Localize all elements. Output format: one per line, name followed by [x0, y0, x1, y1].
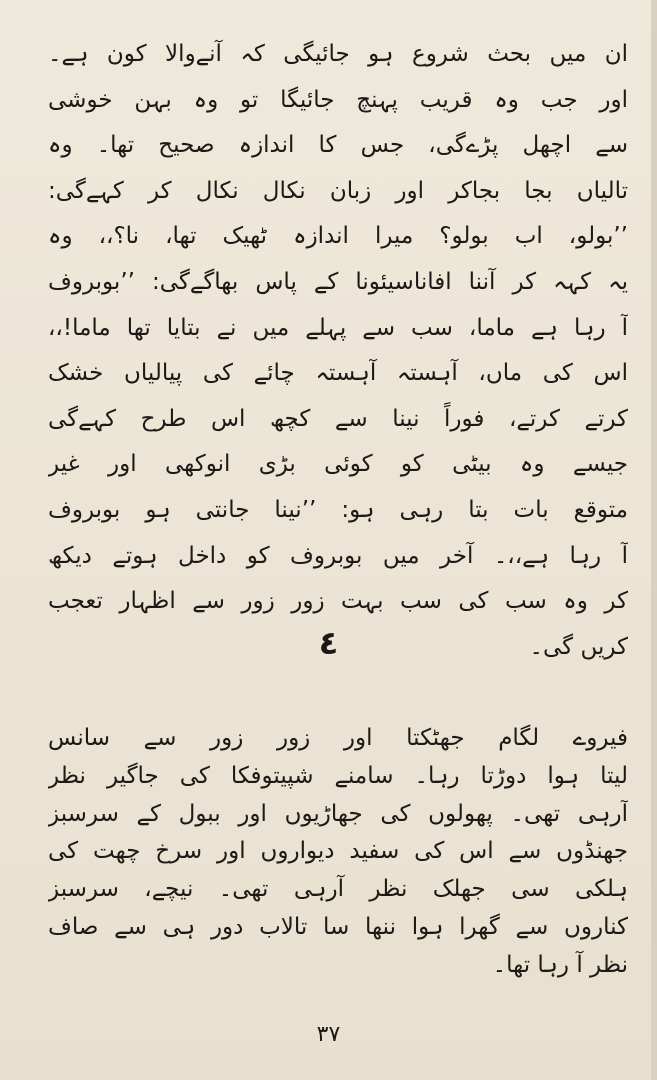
text-line: فیروے لگام جھٹکتا اور زور زور سے سانس [48, 725, 628, 751]
text-line: ان میں بحث شروع ہو جائیگی کہ آنےوالا کون ہے۔ [48, 41, 628, 67]
text-line: ہلکی سی جھلک نظر آرہی تھی۔ نیچے، سرسبز [48, 876, 628, 903]
text-line: جھنڈوں سے اس کی سفید دیواروں اور سرخ چھت کی [48, 838, 628, 865]
text-line: کریں گی۔ [529, 633, 628, 660]
text-line: کرتے کرتے، فوراً نینا سے کچھ اس طرح کہےگی [48, 405, 628, 432]
text-line: آرہی تھی۔ پھولوں کی جھاڑیوں اور ببول کے سرسبز [48, 800, 628, 827]
paragraph-one [48, 32, 628, 670]
text-line: تالیاں بجا بجاکر اور زبان نکال نکال کر کہےگی: [48, 177, 628, 204]
text-line: جیسے وہ بیٹی کو کوئی بڑی انوکھی اور غیر [48, 451, 628, 478]
paragraph-two [48, 720, 628, 985]
text-line: کر وہ سب کی سب بہت زور زور سے اظہار تعجب [48, 588, 628, 615]
text-line: اس کی ماں، آہستہ آہستہ چائے کی پیالیاں خشک [48, 360, 628, 387]
text-line: لیتا ہوا دوڑتا رہا۔ سامنے شپیتوفکا کی جاگیر نظر [48, 762, 628, 789]
text-line: آ رہا ہے،،۔ آخر میں بوبروف کو داخل ہوتے دیکھ [48, 542, 628, 569]
text-line: کناروں سے گھرا ہوا ننھا سا تالاب دور ہی سے صاف [48, 913, 628, 940]
page-number: ٣٧ [316, 1022, 341, 1047]
text-line: نظر آ رہا تھا۔ [492, 951, 628, 978]
text-line: آ رہا ہے ماما، سب سے پہلے میں نے بتایا تھا ماما!،، [48, 314, 628, 341]
text-line: اور جب وہ قریب پہنچ جائیگا تو وہ بہن خوشی [48, 86, 628, 113]
page-edge [651, 0, 657, 1080]
text-line: متوقع بات بتا رہی ہو: ’’نینا جانتی ہو بوبروف [48, 496, 628, 523]
chapter-number: ٤ [318, 624, 339, 662]
text-line: ’’بولو، اب بولو؟ میرا اندازہ ٹھیک تھا، نا؟،، وہ [48, 223, 628, 250]
text-line: سے اچھل پڑےگی، جس کا اندازہ صحیح تھا۔ وہ [48, 132, 628, 159]
text-line: یہ کہہ کر آننا افاناسیئونا کے پاس بھاگےگی: ’’بوبروف [48, 268, 628, 295]
